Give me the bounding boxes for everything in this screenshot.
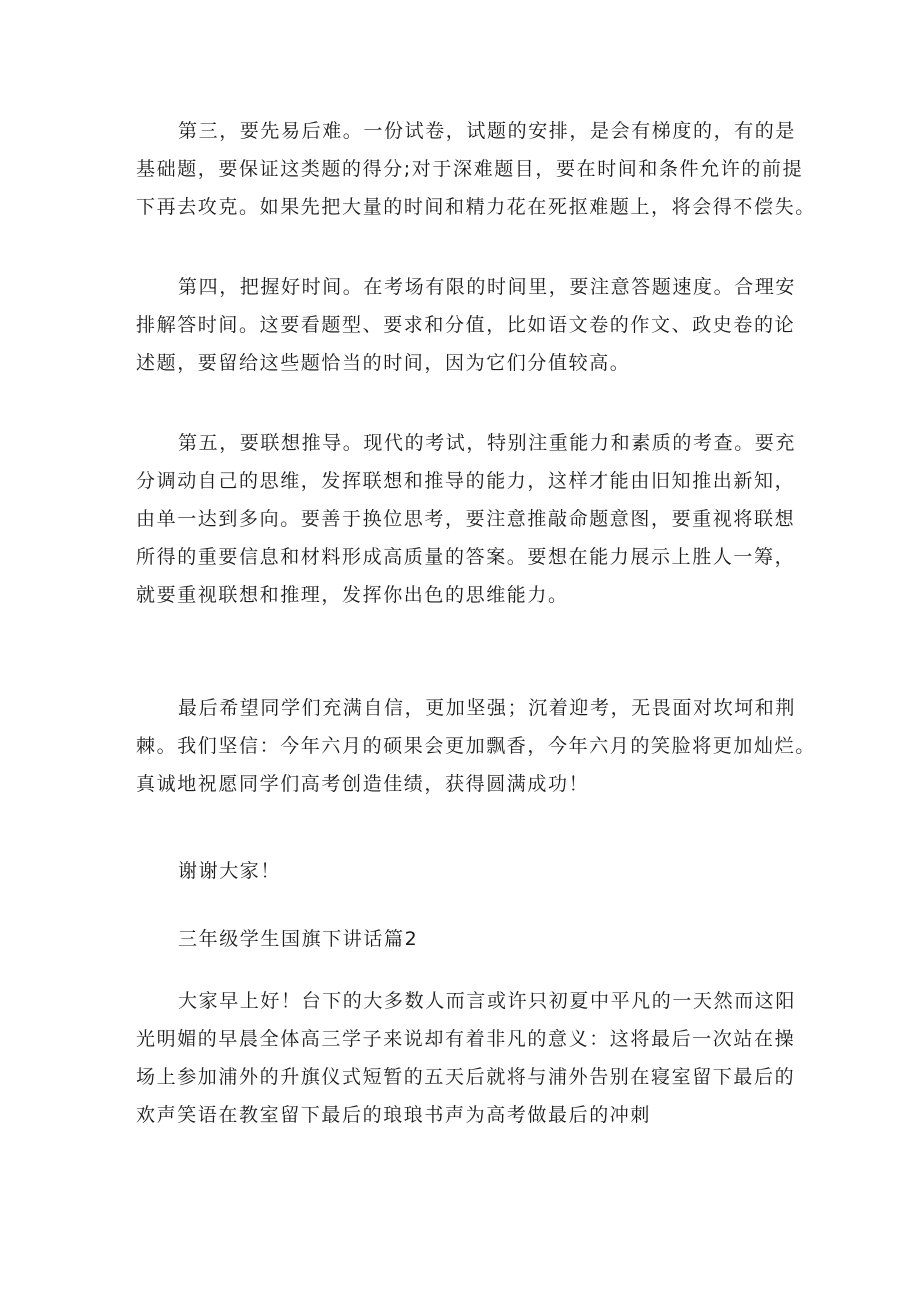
paragraph-line: 最后希望同学们充满自信，更加坚强；沉着迎考，无畏面对坎坷和荆 — [178, 697, 797, 719]
paragraph-line: 所得的重要信息和材料形成高质量的答案。要想在能力展示上胜人一筹， — [136, 546, 796, 568]
paragraph-line: 场上参加浦外的升旗仪式短暂的五天后就将与浦外告别在寝室留下最后的 — [136, 1066, 796, 1088]
paragraph-line: 分调动自己的思维，发挥联想和推导的能力，这样才能由旧知推出新知， — [136, 470, 796, 492]
paragraph-line: 排解答时间。这要看题型、要求和分值，比如语文卷的作文、政史卷的论 — [136, 314, 796, 336]
paragraph-line: 述题，要留给这些题恰当的时间，因为它们分值较高。 — [136, 352, 631, 374]
paragraph-speech2-opening — [136, 982, 796, 1134]
paragraph-third-point — [136, 112, 816, 226]
paragraph-line: 基础题，要保证这类题的得分;对于深难题目，要在时间和条件允许的前提 — [136, 158, 804, 180]
section-title — [136, 920, 796, 958]
paragraph-line: 由单一达到多向。要善于换位思考，要注意推敲命题意图，要重视将联想 — [136, 508, 796, 530]
paragraph-line: 大家早上好！台下的大多数人而言或许只初夏中平凡的一天然而这阳 — [178, 990, 797, 1012]
section-title-text: 三年级学生国旗下讲话篇2 — [178, 928, 419, 950]
paragraph-closing-wishes — [136, 689, 816, 803]
paragraph-line: 真诚地祝愿同学们高考创造佳绩，获得圆满成功！ — [136, 773, 590, 795]
paragraph-line: 光明媚的早晨全体高三学子来说却有着非凡的意义：这将最后一次站在操 — [136, 1028, 796, 1050]
paragraph-line: 谢谢大家！ — [178, 860, 282, 882]
paragraph-line: 就要重视联想和推理，发挥你出色的思维能力。 — [136, 584, 569, 606]
paragraph-thanks — [136, 852, 796, 890]
paragraph-line: 第三，要先易后难。一份试卷，试题的安排，是会有梯度的，有的是 — [178, 120, 797, 142]
paragraph-line: 第四，把握好时间。在考场有限的时间里，要注意答题速度。合理安 — [178, 276, 797, 298]
paragraph-line: 第五，要联想推导。现代的考试，特别注重能力和素质的考查。要充 — [178, 432, 797, 454]
paragraph-fifth-point — [136, 424, 796, 614]
paragraph-line: 欢声笑语在教室留下最后的琅琅书声为高考做最后的冲刺 — [136, 1104, 652, 1126]
paragraph-fourth-point — [136, 268, 796, 382]
paragraph-line: 下再去攻克。如果先把大量的时间和精力花在死抠难题上，将会得不偿失。 — [136, 196, 816, 218]
paragraph-line: 棘。我们坚信：今年六月的硕果会更加飘香，今年六月的笑脸将更加灿烂。 — [136, 735, 816, 757]
